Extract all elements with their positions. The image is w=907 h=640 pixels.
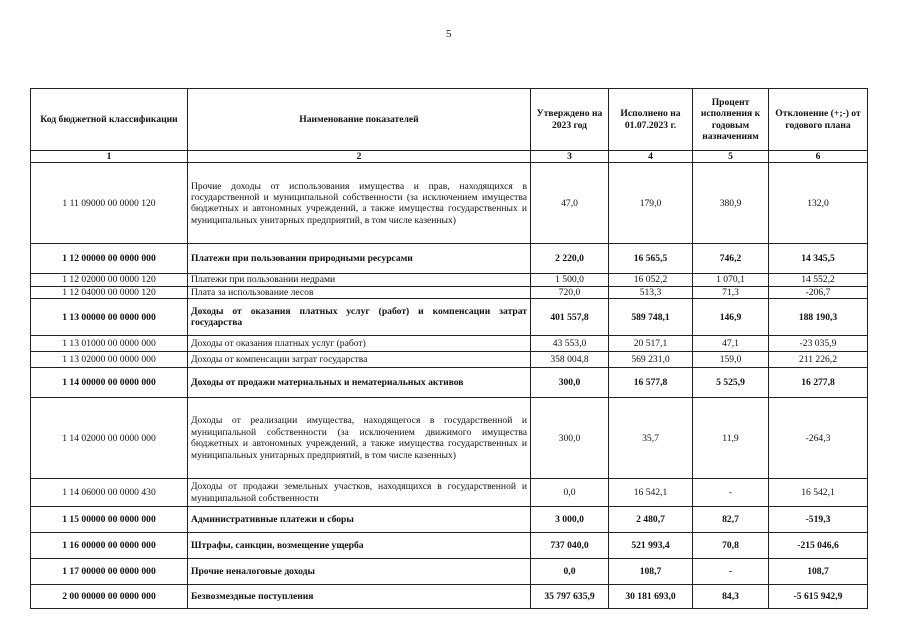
executed-cell: 20 517,1 [609, 336, 693, 352]
code-cell: 2 00 00000 00 0000 000 [31, 585, 188, 609]
header-executed: Исполнено на 01.07.2023 г. [609, 89, 693, 151]
code-cell: 1 12 04000 00 0000 120 [31, 286, 188, 298]
executed-cell: 16 542,1 [609, 479, 693, 507]
table-row [31, 507, 868, 533]
table-row [31, 585, 868, 609]
deviation-cell: -5 615 942,9 [769, 585, 868, 609]
deviation-cell: 16 542,1 [769, 479, 868, 507]
header-code: Код бюджетной классификации [31, 89, 188, 151]
deviation-cell: 108,7 [769, 559, 868, 585]
table-row [31, 274, 868, 286]
code-cell: 1 11 09000 00 0000 120 [31, 163, 188, 244]
approved-cell: 358 004,8 [531, 352, 609, 368]
executed-cell: 108,7 [609, 559, 693, 585]
header-percent: Процент исполнения к годовым назначениям [693, 89, 769, 151]
name-cell: Безвозмездные поступления [188, 585, 531, 609]
column-number: 6 [769, 151, 868, 163]
deviation-cell: -519,3 [769, 507, 868, 533]
table-row [31, 163, 868, 244]
approved-cell: 720,0 [531, 286, 609, 298]
percent-cell: 5 525,9 [693, 368, 769, 398]
table-row [31, 336, 868, 352]
table-row [31, 352, 868, 368]
name-cell: Доходы от оказания платных услуг (работ) [188, 336, 531, 352]
deviation-cell: -23 035,9 [769, 336, 868, 352]
approved-cell: 35 797 635,9 [531, 585, 609, 609]
header-approved: Утверждено на 2023 год [531, 89, 609, 151]
executed-cell: 30 181 693,0 [609, 585, 693, 609]
approved-cell: 0,0 [531, 559, 609, 585]
executed-cell: 521 993,4 [609, 533, 693, 559]
name-cell: Платежи при пользовании природными ресурсами [188, 244, 531, 274]
deviation-cell: 14 345,5 [769, 244, 868, 274]
column-number: 2 [188, 151, 531, 163]
name-cell: Платежи при пользовании недрами [188, 274, 531, 286]
code-cell: 1 16 00000 00 0000 000 [31, 533, 188, 559]
percent-cell: 82,7 [693, 507, 769, 533]
deviation-cell: -215 046,6 [769, 533, 868, 559]
header-row [31, 89, 868, 151]
percent-cell: 159,0 [693, 352, 769, 368]
name-cell: Доходы от продажи земельных участков, находящихся в государственной и муниципальной собственности [188, 479, 531, 507]
deviation-cell: 211 226,2 [769, 352, 868, 368]
executed-cell: 35,7 [609, 398, 693, 479]
column-number: 5 [693, 151, 769, 163]
name-cell: Доходы от реализации имущества, находящегося в государственной и муниципальной собственности (за исключением движимого имущества бюджетных и автономных учреждений, а также имущества государственных и муниципальных унитарных предприятий, в том числе казенных) [188, 398, 531, 479]
approved-cell: 0,0 [531, 479, 609, 507]
code-cell: 1 12 00000 00 0000 000 [31, 244, 188, 274]
approved-cell: 401 557,8 [531, 299, 609, 336]
approved-cell: 737 040,0 [531, 533, 609, 559]
table-row [31, 368, 868, 398]
approved-cell: 300,0 [531, 398, 609, 479]
name-cell: Прочие доходы от использования имущества и прав, находящихся в государственной и муниципальной собственности (за исключением имущества бюджетных и автономных учреждений, а также имущества государственных и муниципальных унитарных предприятий, в том числе казенных) [188, 163, 531, 244]
column-number: 1 [31, 151, 188, 163]
table-row [31, 286, 868, 298]
table-row [31, 533, 868, 559]
percent-cell: 11,9 [693, 398, 769, 479]
name-cell: Плата за использование лесов [188, 286, 531, 298]
percent-cell: 380,9 [693, 163, 769, 244]
name-cell: Доходы от компенсации затрат государства [188, 352, 531, 368]
deviation-cell: 132,0 [769, 163, 868, 244]
deviation-cell: 188 190,3 [769, 299, 868, 336]
executed-cell: 2 480,7 [609, 507, 693, 533]
deviation-cell: 14 552,2 [769, 274, 868, 286]
table-row [31, 398, 868, 479]
percent-cell: 146,9 [693, 299, 769, 336]
name-cell: Штрафы, санкции, возмещение ущерба [188, 533, 531, 559]
page-number: 5 [446, 28, 452, 40]
column-number: 3 [531, 151, 609, 163]
code-cell: 1 14 06000 00 0000 430 [31, 479, 188, 507]
percent-cell: 746,2 [693, 244, 769, 274]
code-cell: 1 14 00000 00 0000 000 [31, 368, 188, 398]
name-cell: Административные платежи и сборы [188, 507, 531, 533]
percent-cell: - [693, 559, 769, 585]
code-cell: 1 14 02000 00 0000 000 [31, 398, 188, 479]
name-cell: Доходы от продажи материальных и нематериальных активов [188, 368, 531, 398]
executed-cell: 16 565,5 [609, 244, 693, 274]
column-number: 4 [609, 151, 693, 163]
approved-cell: 300,0 [531, 368, 609, 398]
executed-cell: 16 577,8 [609, 368, 693, 398]
approved-cell: 47,0 [531, 163, 609, 244]
code-cell: 1 17 00000 00 0000 000 [31, 559, 188, 585]
header-name: Наименование показателей [188, 89, 531, 151]
approved-cell: 2 220,0 [531, 244, 609, 274]
name-cell: Прочие неналоговые доходы [188, 559, 531, 585]
table-row [31, 559, 868, 585]
approved-cell: 1 500,0 [531, 274, 609, 286]
table-row [31, 479, 868, 507]
code-cell: 1 15 00000 00 0000 000 [31, 507, 188, 533]
code-cell: 1 13 02000 00 0000 000 [31, 352, 188, 368]
percent-cell: 84,3 [693, 585, 769, 609]
budget-table [30, 88, 868, 609]
deviation-cell: -206,7 [769, 286, 868, 298]
percent-cell: 47,1 [693, 336, 769, 352]
percent-cell: - [693, 479, 769, 507]
deviation-cell: 16 277,8 [769, 368, 868, 398]
percent-cell: 70,8 [693, 533, 769, 559]
table-row [31, 299, 868, 336]
code-cell: 1 12 02000 00 0000 120 [31, 274, 188, 286]
code-cell: 1 13 01000 00 0000 000 [31, 336, 188, 352]
executed-cell: 16 052,2 [609, 274, 693, 286]
deviation-cell: -264,3 [769, 398, 868, 479]
column-number-row [31, 151, 868, 163]
executed-cell: 589 748,1 [609, 299, 693, 336]
executed-cell: 513,3 [609, 286, 693, 298]
name-cell: Доходы от оказания платных услуг (работ) и компенсации затрат государства [188, 299, 531, 336]
approved-cell: 3 000,0 [531, 507, 609, 533]
header-deviation: Отклонение (+;-) от годового плана [769, 89, 868, 151]
code-cell: 1 13 00000 00 0000 000 [31, 299, 188, 336]
approved-cell: 43 553,0 [531, 336, 609, 352]
table-row [31, 244, 868, 274]
executed-cell: 179,0 [609, 163, 693, 244]
percent-cell: 71,3 [693, 286, 769, 298]
percent-cell: 1 070,1 [693, 274, 769, 286]
executed-cell: 569 231,0 [609, 352, 693, 368]
